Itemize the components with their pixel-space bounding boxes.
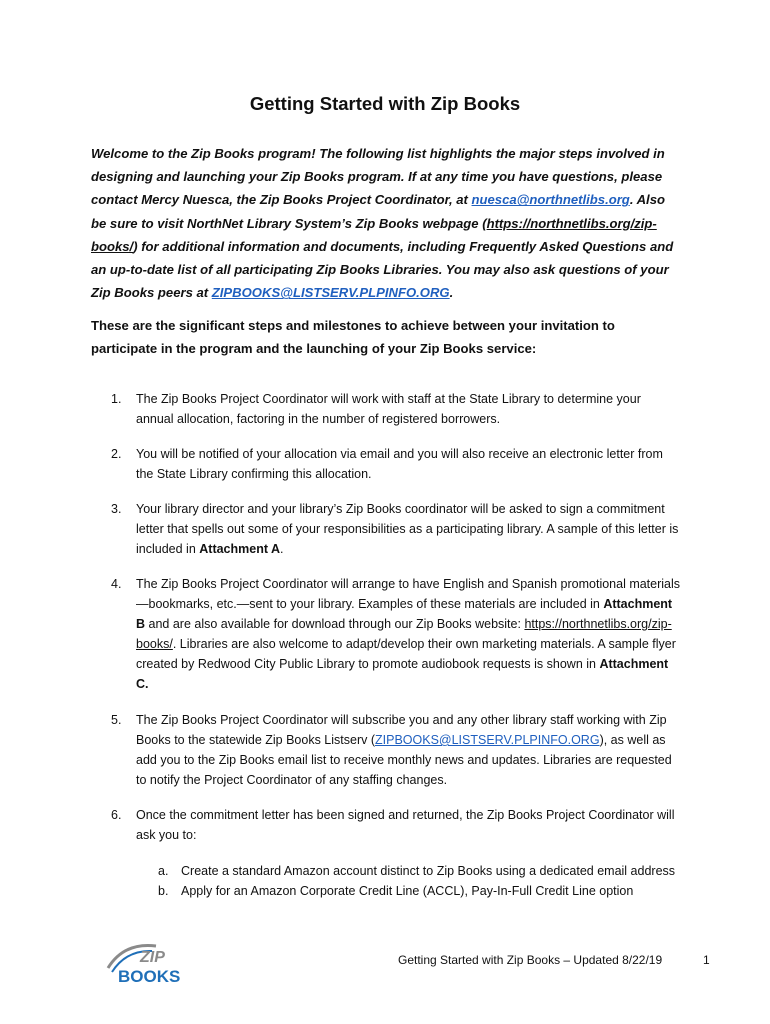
step-text-part: and are also available for download through our Zip Books website: bbox=[145, 617, 525, 631]
step-text: You will be notified of your allocation via email and you will also receive an electronic letter from the State Library confirming this allocation. bbox=[136, 447, 663, 481]
intro-text: Welcome to the Zip Books program! The following list highlights the major steps involved in designing and launching your Zip Books program. If at any time you have questions, please contact Mercy Nuesca, the Zip Books Project Coordinator, at bbox=[91, 146, 665, 208]
step-number: 6. bbox=[111, 808, 122, 822]
step-text: The Zip Books Project Coordinator will work with staff at the State Library to determine your annual allocation, factoring in the number of registered borrowers. bbox=[136, 392, 641, 426]
step-number: 4. bbox=[111, 577, 122, 591]
coordinator-email-link[interactable]: nuesca@northnetlibs.org bbox=[471, 192, 630, 208]
step-number: 1. bbox=[111, 392, 122, 406]
logo-zip-text: ZIP bbox=[140, 949, 165, 966]
page-number: 1 bbox=[703, 953, 710, 967]
attachment-a-ref: Attachment A bbox=[199, 542, 281, 556]
intro-text: . Also be sure to visit NorthNet Library System’s Zip Books webpage ( bbox=[91, 192, 665, 231]
substep-letter: b. bbox=[158, 884, 169, 898]
webpage-link[interactable]: https://northnetlibs.org/zip-books/ bbox=[91, 215, 657, 254]
attachment-c-ref: Attachment C. bbox=[136, 657, 669, 691]
step-text bbox=[136, 710, 681, 790]
logo-books-text: BOOKS bbox=[118, 967, 181, 986]
step-text-part: . bbox=[280, 542, 284, 556]
intro-text: . bbox=[449, 285, 454, 301]
step-text-part: Your library director and your library’s Zip Books coordinator will be asked to sign a commitment letter that spells out some of your responsibilities as a participating library. A sample of this letter is included in bbox=[136, 502, 679, 556]
step-number: 2. bbox=[111, 447, 122, 461]
substep-text: Create a standard Amazon account distinct to Zip Books using a dedicated email address bbox=[181, 864, 676, 878]
listserv-email-link[interactable]: ZIPBOOKS@LISTSERV.PLPINFO.ORG bbox=[211, 285, 450, 301]
zip-books-logo bbox=[104, 938, 184, 986]
intro-paragraph bbox=[91, 142, 681, 304]
listserv-email-link[interactable]: ZIPBOOKS@LISTSERV.PLPINFO.ORG bbox=[375, 733, 600, 747]
page-title: Getting Started with Zip Books bbox=[249, 93, 521, 114]
page-footer: Getting Started with Zip Books – Updated 8/22/19 bbox=[398, 953, 663, 967]
step-text-part: The Zip Books Project Coordinator will subscribe you and any other library staff working with Zip Books to the statewide Zip Books Listserv ( bbox=[136, 713, 667, 747]
zip-books-website-link[interactable]: https://northnetlibs.org/zip-books/ bbox=[136, 617, 672, 651]
milestones-heading: These are the significant steps and milestones to achieve between your invitation to participate in the program and the launching of your Zip Books service: bbox=[91, 318, 615, 357]
step-number: 3. bbox=[111, 502, 122, 516]
substep-letter: a. bbox=[158, 864, 169, 878]
step-text: Once the commitment letter has been signed and returned, the Zip Books Project Coordinator will ask you to: bbox=[136, 808, 675, 842]
substep-text: Apply for an Amazon Corporate Credit Line (ACCL), Pay-In-Full Credit Line option bbox=[181, 884, 634, 898]
step-number: 5. bbox=[111, 713, 122, 727]
step-text-part: The Zip Books Project Coordinator will arrange to have English and Spanish promotional materials—bookmarks, etc.—sent to your library. Examples of these materials are included in bbox=[136, 577, 681, 611]
step-text-part: . Libraries are also welcome to adapt/develop their own marketing materials. A sample flyer created by Redwood City Public Library to promote audiobook requests is shown in bbox=[136, 637, 676, 671]
attachment-b-ref: Attachment B bbox=[136, 597, 673, 631]
step-text bbox=[136, 574, 681, 694]
step-text bbox=[136, 499, 681, 559]
intro-text: ) for additional information and documents, including Frequently Asked Questions and an up-to-date list of all participating Zip Books Libraries. You may also ask questions of your Zip Books peers at bbox=[91, 238, 674, 301]
step-text-part: ), as well as add you to the Zip Books email list to receive monthly news and updates. Libraries are requested to notify the Project Coordinator of any staffing changes. bbox=[136, 733, 672, 787]
